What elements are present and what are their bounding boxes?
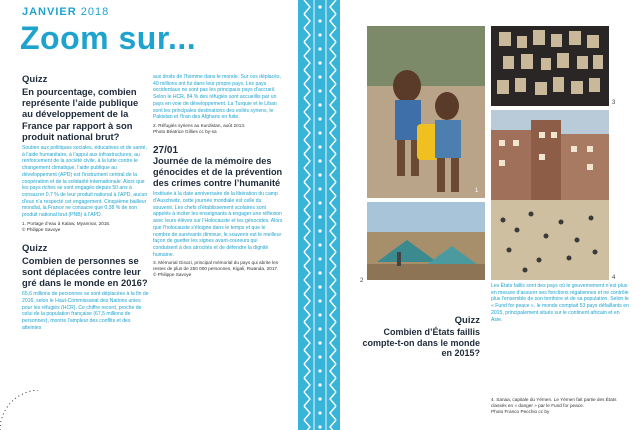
photo-number-3: 3 bbox=[612, 100, 616, 106]
quiz-1-kicker: Quizz bbox=[22, 74, 48, 85]
quiz-1-caption: 1. Portage d’eau à Kalaw, Myanmar, 2016. © Philippe Savoye bbox=[22, 220, 111, 232]
spine-pattern bbox=[298, 0, 342, 430]
quiz-2-answer-continued: aux droits de l’homme dans le monde. Sur ces déplacés, 40 millions ont fui dans leur propre pays. Les pays occidentaux ne sont pas les principaux pays d’accueil. Selon le HCR, 84 % des réfugiés sont accueillis par un pays en voie de développement. La Turquie et le Liban sont les principales destinations des exilés syriens, le Pakistan et l’Iran des Afghans en fuite. bbox=[153, 74, 281, 121]
quiz-1-answer: Soutien aux politiques sociales, éducatives et de santé, à l’aide humanitaire, à l’appui aux infrastructures, au renforcement de la société civile, à la lutte contre le changement climatique, l’aide publique au développement (APD) est l’instrument central de la coopération et de la solidarité internationale. Alors que les pays riches se sont engagés depuis 50 ans à consacrer 0,7 % de leur produit national à l’APD, aucun d’eux n’a respecté cet engagement. Cinquième bailleur mondial, la France ne consacre que 0,38 % de son produit national brut (PNB) à l’APD. bbox=[22, 145, 148, 219]
quiz-3 bbox=[360, 315, 480, 362]
photo-refugee-camp bbox=[367, 202, 485, 280]
issue-month: JANVIER 2018 bbox=[22, 6, 110, 18]
photo-number-1: 1 bbox=[475, 188, 479, 194]
photo-number-2: 2 bbox=[360, 278, 364, 284]
photo-3-illustration bbox=[491, 26, 609, 106]
left-page bbox=[0, 0, 300, 430]
binding-spine bbox=[298, 0, 342, 430]
photo-2-illustration bbox=[367, 202, 485, 280]
article-heading: Journée de la mémoire des génocides et de la prévention des crimes contre l’humanité bbox=[153, 155, 283, 188]
column-right bbox=[153, 74, 283, 278]
quiz-1-question: En pourcentage, combien représente l’aide publique au développement de la France par rapport à son produit national brut? bbox=[22, 86, 139, 142]
decorative-dots bbox=[0, 390, 60, 430]
page-title: Zoom sur... bbox=[20, 20, 197, 56]
photo-1-illustration bbox=[367, 26, 485, 198]
photo-4-caption: 4. Sanaa, capitale du Yémen. Le Yémen fait partie des États classés en « danger » par le Fund for peace. Photo Franco Pecchio cc by bbox=[491, 397, 617, 414]
photo-4-illustration bbox=[491, 110, 609, 280]
article-date: 27/01 bbox=[153, 144, 179, 156]
photo-3-caption: 3. Mémorial Gisozi, principal mémorial du pays qui abrite les restes de plus de 250 000 personnes, Kigali, Rwanda, 2017. © Philippe Savoye bbox=[153, 260, 279, 278]
photo-children-water bbox=[367, 26, 485, 198]
quiz-3-answer: Les États faillis sont des pays où le gouvernement n’est plus en mesure d’assurer ses fonctions régaliennes et ne contrôle plus l’ensemble de son territoire et de sa population. Selon le « Fund for peace », le monde comptait 53 pays défaillants en 2015, principalement situés sur le continent africain et en Asie. bbox=[491, 283, 629, 323]
quiz-2-answer: 65,6 millions de personnes se sont déplacées à la fin de 2016, selon le Haut-Commissariat des Nations unies pour les réfugiés (HCR). Ce chiffre record, proche de celui de la population française (67,5 millions de personnes), montre l’ampleur des conflits et des atteintes bbox=[22, 291, 149, 331]
quiz-2-question: Combien de personnes se sont déplacées contre leur gré dans le monde en 2016? bbox=[22, 254, 148, 289]
column-left bbox=[22, 74, 150, 332]
photo-number-4: 4 bbox=[612, 275, 616, 281]
photo-2-caption: 2. Réfugiés syriens au Kurdistan, août 2013. Photo Béatrice Gillies cc by-sa bbox=[153, 122, 246, 134]
photo-memorial-portraits bbox=[491, 26, 609, 106]
quiz-3-question: Combien d’États faillis compte-t-on dans le monde en 2015? bbox=[362, 327, 480, 358]
photo-sanaa bbox=[491, 110, 609, 280]
quiz-2-kicker: Quizz bbox=[22, 242, 48, 254]
article-body: Instituée à la date anniversaire de la libération du camp d’Auschwitz, cette journée mondiale est celle du souvenir. Les chefs d’établissement scolaires sont appelés à inciter les enseignants à engager une réflexion avec leurs élèves sur l’Holocauste et les génocides. Alors que l’holocauste s’éloigne dans le temps et que le nombre de survivants diminue, le souvenir est le meilleur façon de guetter les signes avant-coureurs qui conduisent à des atrocités et de défendre la dignité humaine. bbox=[153, 191, 283, 258]
quiz-3-kicker: Quizz bbox=[454, 315, 480, 326]
